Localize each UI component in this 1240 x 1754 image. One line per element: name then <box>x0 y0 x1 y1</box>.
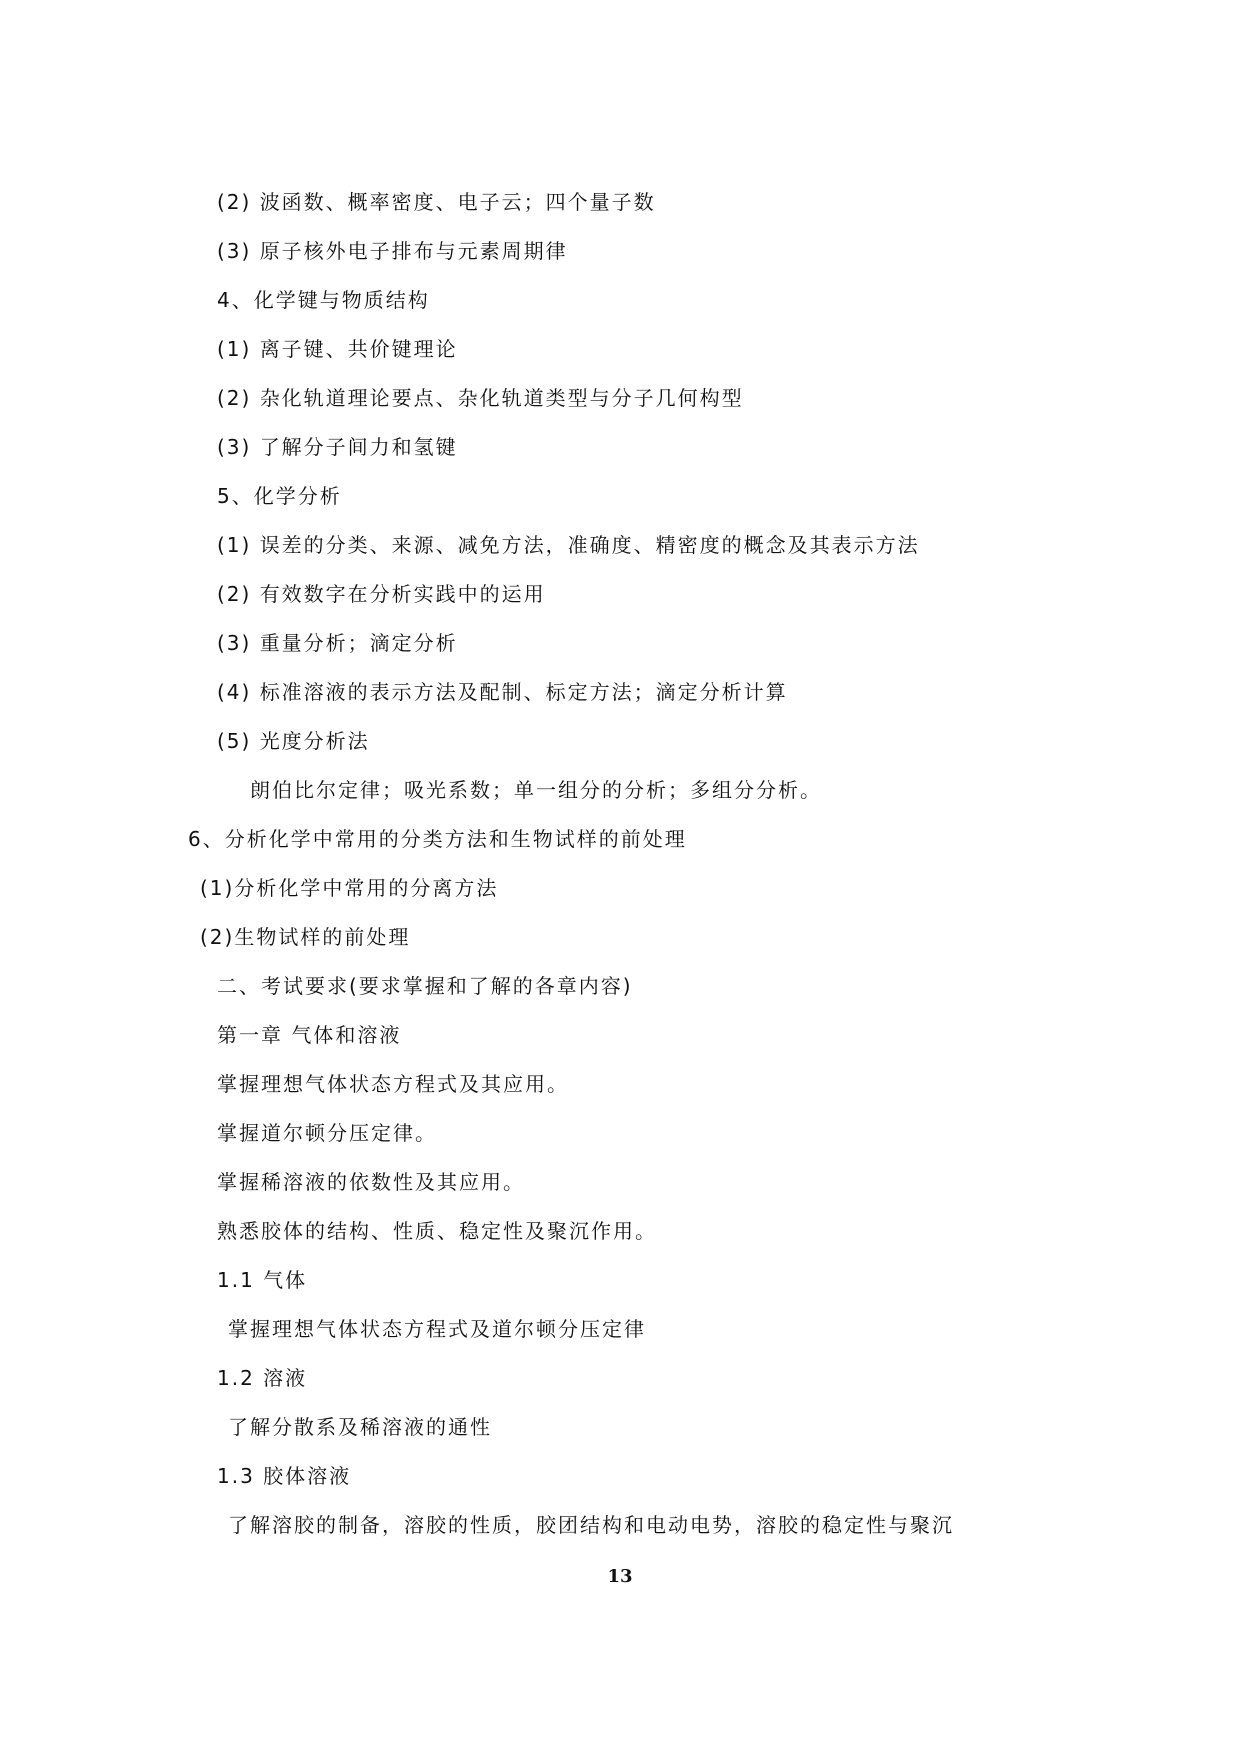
text-line: (2) 有效数字在分析实践中的运用 <box>217 582 546 606</box>
section-heading: 4、化学键与物质结构 <box>217 288 430 312</box>
text-line: 熟悉胶体的结构、性质、稳定性及聚沉作用。 <box>217 1219 657 1243</box>
subsection-heading: 1.3 胶体溶液 <box>217 1464 352 1488</box>
text-line: (3) 重量分析；滴定分析 <box>217 631 458 655</box>
page-number: 13 <box>607 1566 633 1587</box>
text-line: 掌握道尔顿分压定律。 <box>217 1121 437 1145</box>
text-line: 掌握理想气体状态方程式及道尔顿分压定律 <box>228 1317 646 1341</box>
section-heading: 5、化学分析 <box>217 484 342 508</box>
section-heading: 二、考试要求(要求掌握和了解的各章内容) <box>217 974 633 998</box>
text-line: (2) 杂化轨道理论要点、杂化轨道类型与分子几何构型 <box>217 386 744 410</box>
text-line: (1) 离子键、共价键理论 <box>217 337 458 361</box>
text-line: (2)生物试样的前处理 <box>200 925 411 949</box>
text-line: (5) 光度分析法 <box>217 729 370 753</box>
text-line: 掌握理想气体状态方程式及其应用。 <box>217 1072 569 1096</box>
chapter-heading: 第一章 气体和溶液 <box>217 1023 402 1047</box>
section-heading: 6、分析化学中常用的分类方法和生物试样的前处理 <box>188 827 687 851</box>
text-line: (2) 波函数、概率密度、电子云；四个量子数 <box>217 190 656 214</box>
text-line: 了解分散系及稀溶液的通性 <box>228 1415 492 1439</box>
text-line: 了解溶胶的制备，溶胶的性质，胶团结构和电动电势，溶胶的稳定性与聚沉 <box>228 1513 954 1537</box>
text-line: (1) 误差的分类、来源、减免方法，准确度、精密度的概念及其表示方法 <box>217 533 920 557</box>
text-line: 朗伯比尔定律；吸光系数；单一组分的分析；多组分分析。 <box>250 778 822 802</box>
subsection-heading: 1.1 气体 <box>217 1268 308 1292</box>
text-line: (1)分析化学中常用的分离方法 <box>200 876 499 900</box>
text-line: 掌握稀溶液的依数性及其应用。 <box>217 1170 525 1194</box>
text-line: (3) 原子核外电子排布与元素周期律 <box>217 239 568 263</box>
text-line: (3) 了解分子间力和氢键 <box>217 435 458 459</box>
text-line: (4) 标准溶液的表示方法及配制、标定方法；滴定分析计算 <box>217 680 788 704</box>
subsection-heading: 1.2 溶液 <box>217 1366 308 1390</box>
